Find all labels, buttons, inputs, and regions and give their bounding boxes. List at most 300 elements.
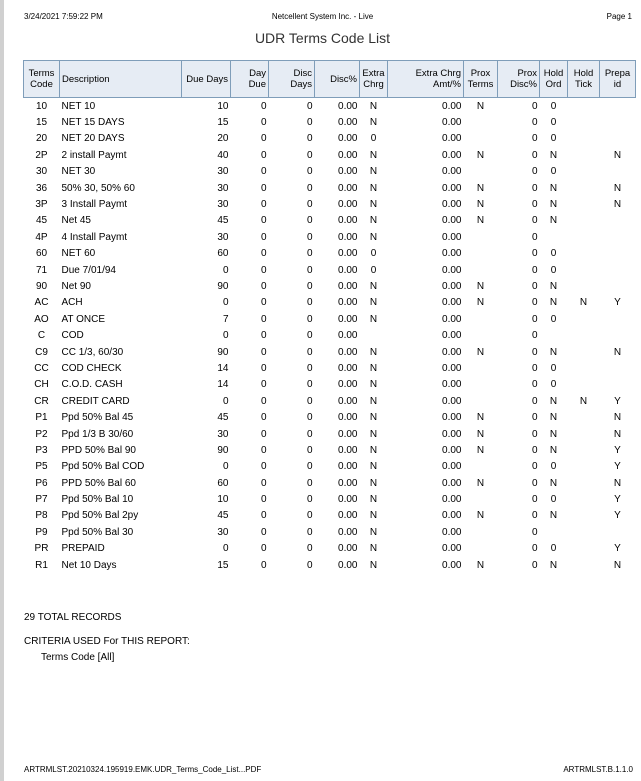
- cell-disc-pct: 0.00: [338, 133, 358, 145]
- cell-prox-terms: [464, 262, 498, 278]
- cell-prepaid: [600, 164, 636, 180]
- cell-extra-amt: 0.00: [442, 461, 462, 473]
- cell-desc: NET 30: [61, 166, 96, 178]
- report-title: UDR Terms Code List: [254, 30, 391, 46]
- cell-extra-chrg: 0: [370, 248, 377, 260]
- cell-disc-pct: 0.00: [338, 215, 358, 227]
- cell-day-due: 0: [260, 182, 267, 194]
- cell-disc-pct: 0.00: [338, 182, 358, 194]
- cell-desc: 50% 30, 50% 60: [61, 182, 135, 194]
- cell-hold-tick: [568, 491, 600, 507]
- table-row: [24, 98, 636, 115]
- column-header-prepaid: Prepa id: [600, 61, 636, 98]
- cell-disc-pct: 0.00: [338, 543, 358, 555]
- cell-prox-terms: [464, 491, 498, 507]
- cell-code: P9: [35, 526, 48, 538]
- cell-day-due: 0: [260, 362, 267, 374]
- column-header-disc-pct: Disc%: [315, 61, 360, 98]
- cell-disc-pct: 0.00: [338, 510, 358, 522]
- cell-disc-pct: 0.00: [338, 559, 358, 571]
- cell-disc-pct: 0.00: [338, 412, 358, 424]
- cell-disc-pct: 0.00: [338, 444, 358, 456]
- table-row: [24, 246, 636, 262]
- cell-due-days: 30: [217, 526, 229, 538]
- cell-due-days: 15: [217, 117, 229, 129]
- cell-day-due: 0: [260, 330, 267, 342]
- cell-disc-days: 0: [306, 526, 313, 538]
- cell-hold-ord: 0: [550, 494, 557, 506]
- cell-hold-ord: N: [549, 280, 558, 292]
- cell-extra-amt: 0.00: [442, 182, 462, 194]
- cell-disc-days: 0: [306, 510, 313, 522]
- cell-disc-days: 0: [306, 133, 313, 145]
- cell-prox-terms: N: [476, 346, 485, 358]
- cell-desc: Ppd 50% Bal 30: [61, 526, 134, 538]
- cell-extra-amt: 0.00: [442, 264, 462, 276]
- cell-extra-chrg: N: [369, 166, 378, 178]
- cell-hold-ord: N: [549, 395, 558, 407]
- cell-disc-pct: 0.00: [338, 100, 358, 112]
- cell-code: 30: [35, 166, 48, 178]
- cell-extra-chrg: N: [369, 313, 378, 325]
- cell-desc: Ppd 50% Bal 2py: [61, 510, 139, 522]
- cell-extra-amt: 0.00: [442, 395, 462, 407]
- table-row: [24, 475, 636, 491]
- cell-hold-ord: 0: [550, 100, 557, 112]
- cell-disc-days: 0: [306, 117, 313, 129]
- table-row: [24, 541, 636, 557]
- cell-desc: C.O.D. CASH: [61, 379, 123, 391]
- cell-hold-tick: [568, 426, 600, 442]
- cell-extra-amt: 0.00: [442, 280, 462, 292]
- cell-prox-disc: 0: [531, 248, 538, 260]
- table-row: [24, 524, 636, 540]
- cell-disc-days: 0: [306, 444, 313, 456]
- cell-hold-tick: [568, 541, 600, 557]
- cell-desc: ACH: [61, 297, 83, 309]
- cell-desc: PPD 50% Bal 90: [61, 444, 136, 456]
- cell-due-days: 20: [217, 133, 229, 145]
- table-row: [24, 393, 636, 409]
- report-page: [4, 0, 641, 781]
- cell-code: 20: [35, 133, 48, 145]
- cell-hold-tick: [568, 278, 600, 294]
- table-row: [24, 229, 636, 245]
- cell-hold-ord: N: [549, 149, 558, 161]
- table-row: [24, 147, 636, 163]
- cell-prepaid: Y: [614, 395, 621, 407]
- cell-prox-disc: 0: [531, 330, 538, 342]
- cell-hold-ord: N: [549, 510, 558, 522]
- cell-hold-tick: [568, 377, 600, 393]
- cell-prox-disc: 0: [531, 280, 538, 292]
- cell-prox-disc: 0: [531, 395, 538, 407]
- cell-day-due: 0: [260, 428, 267, 440]
- cell-desc: CREDIT CARD: [61, 395, 130, 407]
- cell-code: P3: [35, 444, 48, 456]
- cell-disc-days: 0: [306, 248, 313, 260]
- cell-prox-terms: [464, 393, 498, 409]
- cell-prox-disc: 0: [531, 297, 538, 309]
- cell-prox-disc: 0: [531, 182, 538, 194]
- cell-due-days: 10: [217, 100, 229, 112]
- cell-day-due: 0: [260, 543, 267, 555]
- cell-prepaid: [600, 229, 636, 245]
- cell-day-due: 0: [260, 313, 267, 325]
- cell-prox-terms: [464, 377, 498, 393]
- cell-disc-pct: 0.00: [338, 231, 358, 243]
- cell-extra-amt: 0.00: [442, 362, 462, 374]
- table-row: [24, 360, 636, 376]
- cell-disc-days: 0: [306, 362, 313, 374]
- column-header-due-days: Due Days: [182, 61, 231, 98]
- cell-extra-chrg: N: [369, 362, 378, 374]
- footer-filename: ARTRMLST.20210324.195919.EMK.UDR_Terms_Code_List...PDF: [24, 765, 262, 774]
- cell-prepaid: [600, 311, 636, 327]
- cell-prepaid: N: [613, 412, 622, 424]
- cell-disc-pct: 0.00: [338, 461, 358, 473]
- cell-disc-days: 0: [306, 330, 313, 342]
- cell-prepaid: [600, 262, 636, 278]
- cell-due-days: 30: [217, 199, 229, 211]
- cell-desc: CC 1/3, 60/30: [61, 346, 124, 358]
- cell-extra-amt: 0.00: [442, 477, 462, 489]
- cell-hold-ord: N: [549, 428, 558, 440]
- cell-disc-pct: 0.00: [338, 477, 358, 489]
- cell-desc: PPD 50% Bal 60: [61, 477, 136, 489]
- cell-prox-disc: 0: [531, 412, 538, 424]
- cell-prepaid: N: [613, 346, 622, 358]
- cell-hold-ord: 0: [550, 379, 557, 391]
- cell-hold-tick: [568, 147, 600, 163]
- cell-code: 10: [35, 100, 48, 112]
- cell-prox-terms: [464, 360, 498, 376]
- cell-hold-tick: [568, 409, 600, 425]
- cell-prox-terms: N: [476, 182, 485, 194]
- cell-prepaid: Y: [614, 543, 621, 555]
- cell-hold-tick: [568, 98, 600, 115]
- cell-prepaid: N: [613, 199, 622, 211]
- cell-hold-tick: [568, 360, 600, 376]
- cell-prox-disc: 0: [531, 428, 538, 440]
- cell-hold-tick: [568, 459, 600, 475]
- cell-code: CR: [34, 395, 49, 407]
- company-name: Netcellent System Inc. - Live: [271, 12, 374, 21]
- cell-hold-ord: N: [549, 346, 558, 358]
- cell-prox-disc: 0: [531, 117, 538, 129]
- cell-prox-disc: 0: [531, 100, 538, 112]
- cell-code: P5: [35, 461, 48, 473]
- cell-disc-days: 0: [306, 477, 313, 489]
- cell-desc: Net 45: [61, 215, 91, 227]
- cell-day-due: 0: [260, 231, 267, 243]
- table-row: [24, 180, 636, 196]
- cell-prepaid: [600, 524, 636, 540]
- cell-extra-chrg: N: [369, 444, 378, 456]
- cell-disc-pct: 0.00: [338, 526, 358, 538]
- cell-code: P8: [35, 510, 48, 522]
- cell-desc: NET 60: [61, 248, 96, 260]
- column-header-extra-chrg: Extra Chrg: [360, 61, 388, 98]
- table-row: [24, 278, 636, 294]
- table-row: [24, 131, 636, 147]
- cell-code: 4P: [35, 231, 48, 243]
- cell-prepaid: [600, 360, 636, 376]
- cell-hold-tick: [568, 196, 600, 212]
- cell-disc-pct: 0.00: [338, 280, 358, 292]
- cell-hold-ord: N: [549, 182, 558, 194]
- cell-code: 71: [35, 264, 48, 276]
- cell-hold-ord: 0: [550, 117, 557, 129]
- cell-hold-tick: [568, 131, 600, 147]
- total-records: 29 TOTAL RECORDS: [24, 612, 122, 623]
- cell-prepaid: Y: [614, 297, 621, 309]
- table-row: [24, 377, 636, 393]
- column-header-code: Terms Code: [24, 61, 60, 98]
- cell-disc-days: 0: [306, 461, 313, 473]
- cell-disc-days: 0: [306, 149, 313, 161]
- cell-prox-terms: [464, 164, 498, 180]
- cell-extra-amt: 0.00: [442, 313, 462, 325]
- cell-extra-amt: 0.00: [442, 100, 462, 112]
- cell-hold-ord: [540, 229, 568, 245]
- cell-extra-amt: 0.00: [442, 494, 462, 506]
- cell-hold-ord: 0: [550, 313, 557, 325]
- cell-disc-pct: 0.00: [338, 117, 358, 129]
- table-row: [24, 164, 636, 180]
- cell-day-due: 0: [260, 461, 267, 473]
- cell-disc-pct: 0.00: [338, 297, 358, 309]
- cell-due-days: 0: [222, 264, 229, 276]
- cell-extra-amt: 0.00: [442, 330, 462, 342]
- cell-day-due: 0: [260, 100, 267, 112]
- cell-prox-terms: N: [476, 444, 485, 456]
- cell-desc: NET 15 DAYS: [61, 117, 125, 129]
- cell-extra-chrg: 0: [370, 133, 377, 145]
- cell-prox-disc: 0: [531, 149, 538, 161]
- cell-disc-days: 0: [306, 395, 313, 407]
- cell-disc-days: 0: [306, 215, 313, 227]
- cell-disc-days: 0: [306, 494, 313, 506]
- cell-extra-chrg: N: [369, 526, 378, 538]
- cell-extra-chrg: N: [369, 543, 378, 555]
- cell-hold-tick: N: [579, 297, 588, 309]
- cell-hold-ord: N: [549, 199, 558, 211]
- cell-prox-terms: N: [476, 215, 485, 227]
- cell-hold-tick: [568, 344, 600, 360]
- cell-prox-terms: N: [476, 199, 485, 211]
- cell-extra-amt: 0.00: [442, 444, 462, 456]
- cell-prox-terms: N: [476, 149, 485, 161]
- column-header-hold-ord: Hold Ord: [540, 61, 568, 98]
- page-number: Page 1: [606, 12, 632, 21]
- cell-prox-terms: N: [476, 510, 485, 522]
- cell-disc-pct: 0.00: [338, 428, 358, 440]
- cell-prox-terms: [464, 246, 498, 262]
- cell-hold-ord: 0: [550, 248, 557, 260]
- cell-extra-chrg: N: [369, 231, 378, 243]
- cell-prepaid: [600, 213, 636, 229]
- cell-day-due: 0: [260, 264, 267, 276]
- table-row: [24, 409, 636, 425]
- cell-prox-terms: N: [476, 428, 485, 440]
- column-header-day-due: Day Due: [231, 61, 269, 98]
- cell-disc-days: 0: [306, 379, 313, 391]
- cell-disc-days: 0: [306, 428, 313, 440]
- cell-code: 90: [35, 280, 48, 292]
- cell-hold-ord: N: [549, 559, 558, 571]
- cell-hold-ord: 0: [550, 461, 557, 473]
- cell-due-days: 0: [222, 543, 229, 555]
- table-row: [24, 459, 636, 475]
- cell-extra-chrg: N: [369, 428, 378, 440]
- cell-disc-pct: 0.00: [338, 166, 358, 178]
- cell-prox-terms: N: [476, 280, 485, 292]
- table-row: [24, 196, 636, 212]
- cell-hold-tick: N: [579, 395, 588, 407]
- cell-prepaid: N: [613, 559, 622, 571]
- cell-disc-days: 0: [306, 412, 313, 424]
- cell-due-days: 90: [217, 280, 229, 292]
- cell-hold-ord: [540, 524, 568, 540]
- cell-day-due: 0: [260, 559, 267, 571]
- table-row: [24, 262, 636, 278]
- cell-extra-amt: 0.00: [442, 199, 462, 211]
- cell-prox-terms: [464, 131, 498, 147]
- cell-desc: 3 Install Paymt: [61, 199, 128, 211]
- cell-hold-tick: [568, 213, 600, 229]
- cell-extra-amt: 0.00: [442, 428, 462, 440]
- cell-hold-ord: [540, 327, 568, 343]
- cell-disc-days: 0: [306, 280, 313, 292]
- terms-code-table: [23, 60, 636, 573]
- cell-due-days: 0: [222, 395, 229, 407]
- cell-hold-ord: 0: [550, 166, 557, 178]
- cell-extra-amt: 0.00: [442, 133, 462, 145]
- cell-hold-tick: [568, 557, 600, 573]
- table-header-row: [24, 61, 636, 98]
- cell-prox-disc: 0: [531, 231, 538, 243]
- cell-disc-days: 0: [306, 182, 313, 194]
- cell-code: PR: [34, 543, 49, 555]
- cell-hold-tick: [568, 262, 600, 278]
- cell-prox-disc: 0: [531, 362, 538, 374]
- cell-extra-chrg: N: [369, 149, 378, 161]
- cell-hold-tick: [568, 114, 600, 130]
- cell-prepaid: [600, 98, 636, 115]
- cell-due-days: 7: [222, 313, 229, 325]
- cell-due-days: 14: [217, 362, 229, 374]
- cell-hold-tick: [568, 475, 600, 491]
- cell-prepaid: N: [613, 477, 622, 489]
- cell-prox-terms: [464, 327, 498, 343]
- cell-prox-terms: N: [476, 477, 485, 489]
- cell-prox-terms: N: [476, 297, 485, 309]
- cell-code: C: [37, 330, 46, 342]
- cell-prox-terms: [464, 114, 498, 130]
- cell-desc: Ppd 50% Bal COD: [61, 461, 145, 473]
- cell-extra-amt: 0.00: [442, 297, 462, 309]
- cell-extra-amt: 0.00: [442, 510, 462, 522]
- cell-code: 60: [35, 248, 48, 260]
- cell-day-due: 0: [260, 346, 267, 358]
- cell-code: 36: [35, 182, 48, 194]
- cell-code: C9: [35, 346, 48, 358]
- table-row: [24, 442, 636, 458]
- cell-extra-amt: 0.00: [442, 346, 462, 358]
- cell-prepaid: [600, 246, 636, 262]
- cell-disc-days: 0: [306, 559, 313, 571]
- cell-prox-disc: 0: [531, 199, 538, 211]
- cell-extra-chrg: N: [369, 395, 378, 407]
- cell-extra-amt: 0.00: [442, 117, 462, 129]
- cell-due-days: 90: [217, 444, 229, 456]
- cell-hold-ord: 0: [550, 543, 557, 555]
- cell-day-due: 0: [260, 297, 267, 309]
- cell-prepaid: Y: [614, 461, 621, 473]
- cell-extra-amt: 0.00: [442, 149, 462, 161]
- cell-extra-amt: 0.00: [442, 559, 462, 571]
- cell-day-due: 0: [260, 117, 267, 129]
- cell-disc-pct: 0.00: [338, 264, 358, 276]
- cell-due-days: 45: [217, 412, 229, 424]
- cell-hold-tick: [568, 246, 600, 262]
- column-header-hold-tick: Hold Tick: [568, 61, 600, 98]
- table-row: [24, 213, 636, 229]
- cell-prox-terms: N: [476, 412, 485, 424]
- column-header-disc-days: Disc Days: [269, 61, 315, 98]
- cell-hold-ord: 0: [550, 362, 557, 374]
- column-header-prox-disc: Prox Disc%: [498, 61, 540, 98]
- cell-extra-chrg: [360, 327, 388, 343]
- cell-prox-disc: 0: [531, 526, 538, 538]
- table-row: [24, 508, 636, 524]
- cell-prox-terms: [464, 541, 498, 557]
- cell-disc-days: 0: [306, 543, 313, 555]
- cell-prepaid: [600, 114, 636, 130]
- cell-extra-chrg: N: [369, 477, 378, 489]
- column-header-desc: Description: [60, 61, 182, 98]
- cell-extra-chrg: N: [369, 117, 378, 129]
- cell-prepaid: N: [613, 428, 622, 440]
- cell-desc: NET 10: [61, 100, 96, 112]
- cell-code: CC: [34, 362, 49, 374]
- cell-disc-days: 0: [306, 231, 313, 243]
- cell-due-days: 60: [217, 477, 229, 489]
- cell-desc: COD CHECK: [61, 362, 122, 374]
- cell-extra-amt: 0.00: [442, 543, 462, 555]
- cell-hold-ord: N: [549, 412, 558, 424]
- cell-extra-amt: 0.00: [442, 379, 462, 391]
- cell-hold-tick: [568, 180, 600, 196]
- cell-disc-days: 0: [306, 100, 313, 112]
- cell-desc: 4 Install Paymt: [61, 231, 128, 243]
- cell-extra-chrg: N: [369, 510, 378, 522]
- cell-due-days: 14: [217, 379, 229, 391]
- cell-prox-disc: 0: [531, 215, 538, 227]
- cell-desc: Due 7/01/94: [61, 264, 116, 276]
- cell-day-due: 0: [260, 133, 267, 145]
- cell-hold-tick: [568, 164, 600, 180]
- cell-day-due: 0: [260, 395, 267, 407]
- cell-day-due: 0: [260, 215, 267, 227]
- cell-disc-pct: 0.00: [338, 330, 358, 342]
- cell-due-days: 10: [217, 494, 229, 506]
- cell-disc-pct: 0.00: [338, 362, 358, 374]
- cell-code: 15: [35, 117, 48, 129]
- cell-extra-chrg: N: [369, 182, 378, 194]
- cell-extra-chrg: N: [369, 215, 378, 227]
